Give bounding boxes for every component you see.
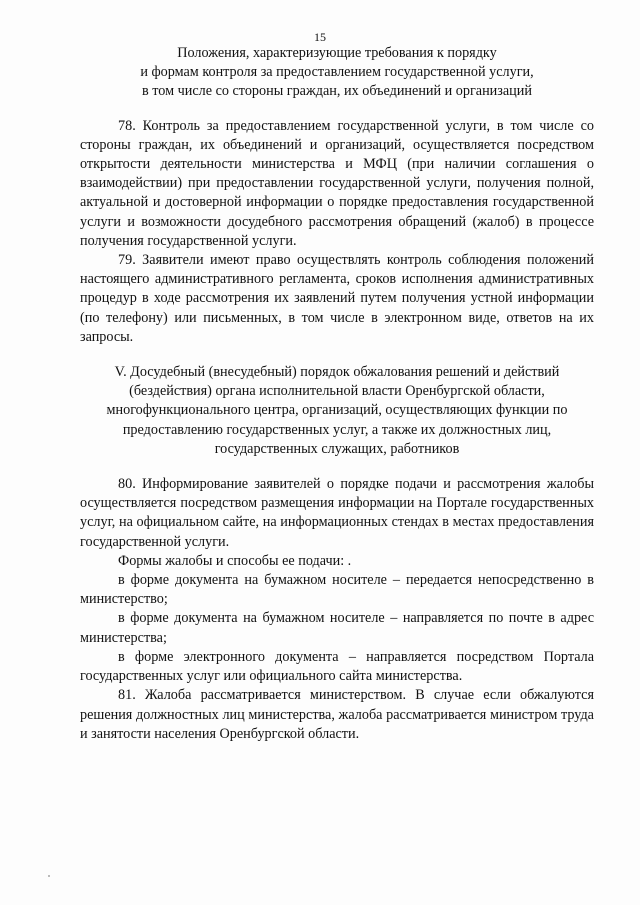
heading-line: V. Досудебный (внесудебный) порядок обжалования решений и действий — [114, 364, 560, 381]
page-number: 15 — [314, 30, 326, 44]
section-heading-control — [80, 44, 594, 102]
heading-line: (бездействия) органа исполнительной власти Оренбургской области, — [129, 383, 545, 400]
heading-line: предоставлению государственных услуг, а также их должностных лиц, — [122, 421, 552, 438]
spacer — [80, 102, 594, 117]
form-item-paper-mail: в форме документа на бумажном носителе – направляется по почте в адрес министерства; — [80, 610, 594, 646]
form-item-electronic: в форме электронного документа – направляется посредством Портала государственных услуг или официального сайта министерства. — [80, 648, 594, 685]
paragraph-81: 81. Жалоба рассматривается министерством. В случае если обжалуются решения должностных лиц министерства, жалоба рассматривается министром труда и занятости населения Оренбургской области. — [80, 687, 594, 742]
heading-line: государственных служащих, работников — [214, 440, 460, 457]
spacer — [80, 347, 594, 363]
heading-line: Положения, характеризующие требования к порядку — [177, 45, 497, 61]
section-heading-appeal — [80, 363, 594, 459]
heading-line: и формам контроля за предоставлением государственной услуги, — [140, 64, 534, 81]
document-body — [80, 44, 594, 744]
paragraph-78: 78. Контроль за предоставлением государственной услуги, в том числе со стороны граждан, их объединений и организаций, осуществляется посредством открытости деятельности министерства и МФЦ (при наличии соглашения о взаимодействии) при предоставлении государственной услуги, получения полной, актуальной и достоверной информации о порядке предоставления государственной услуги и возможности досудебного рассмотрения обращений (жалоб) в процессе получения государственной услуги. — [80, 117, 594, 249]
heading-line: в том числе со стороны граждан, их объединений и организаций — [142, 83, 532, 100]
scan-speck — [48, 875, 50, 877]
forms-intro: Формы жалобы и способы ее подачи: . — [118, 552, 352, 569]
spacer — [80, 459, 594, 475]
paragraph-79: 79. Заявители имеют право осуществлять контроль соблюдения положений настоящего административного регламента, сроков исполнения административных процедур в ходе рассмотрения их заявлений путем получения устной информации (по телефону) или письменных, в том числе в электронном виде, ответов на их запросы. — [80, 252, 594, 345]
form-item-paper-direct: в форме документа на бумажном носителе – передается непосредственно в министерство; — [80, 572, 594, 608]
paragraph-80: 80. Информирование заявителей о порядке подачи и рассмотрения жалобы осуществляется посредством размещения информации на Портале государственных услуг, на официальном сайте, на информационных стендах в местах предоставления государственной услуги. — [80, 476, 594, 550]
heading-line: многофункционального центра, организаций, осуществляющих функции по — [106, 402, 568, 419]
